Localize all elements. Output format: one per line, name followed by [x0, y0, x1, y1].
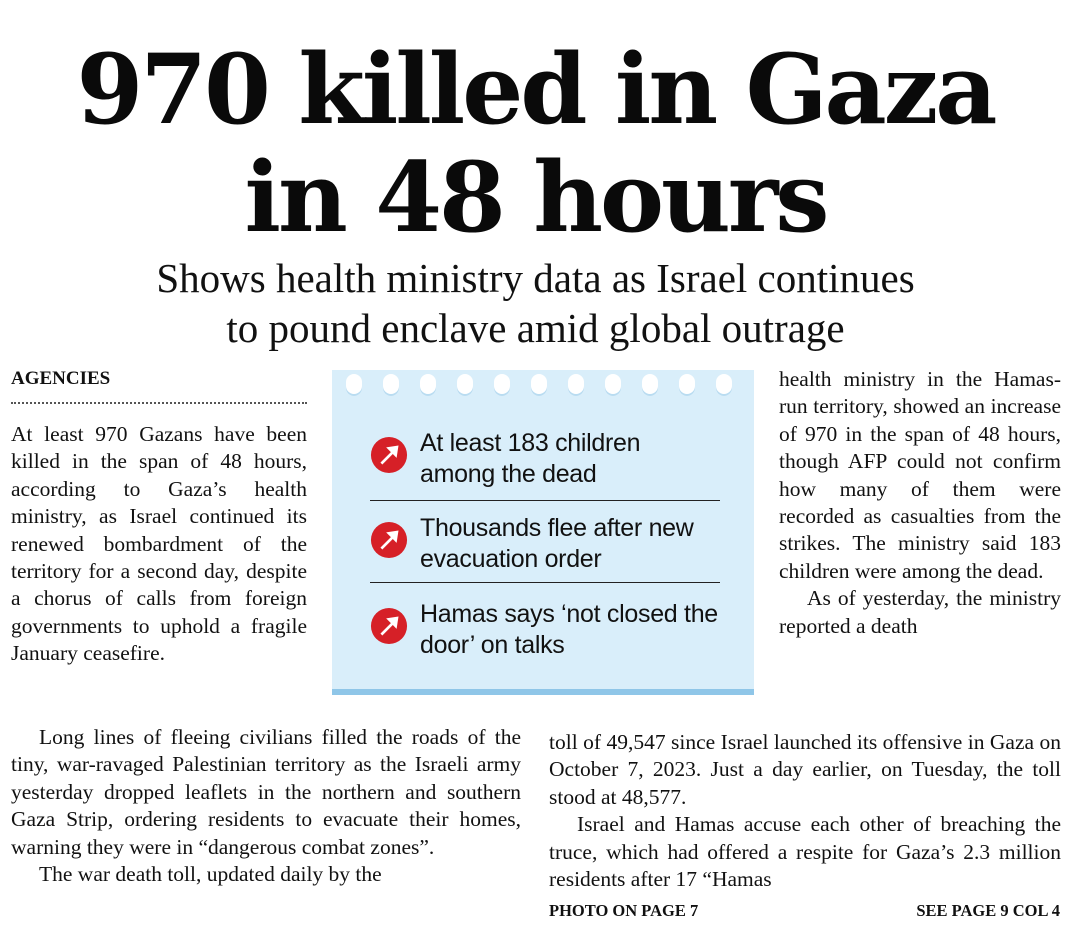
fact-item-text: At least 183 children among the dead — [420, 429, 641, 488]
byline: AGENCIES — [11, 368, 111, 389]
notepad-hole — [642, 374, 658, 396]
red-arrow-icon — [370, 436, 408, 474]
deck-line-2: to pound enclave amid global outrage — [226, 305, 845, 351]
deck-line-1: Shows health ministry data as Israel continues — [156, 255, 915, 301]
notepad-hole — [457, 374, 473, 396]
fact-separator — [370, 500, 720, 501]
red-arrow-icon — [370, 607, 408, 645]
notepad-hole — [716, 374, 732, 396]
notepad-hole — [531, 374, 547, 396]
notepad-hole — [346, 374, 362, 396]
article-column-4 — [549, 729, 1061, 893]
fact-separator — [370, 582, 720, 583]
article-paragraph: toll of 49,547 since Israel launched its offensive in Gaza on October 7, 2023. Just a day earlier, on Tuesday, the toll stood at 48,577. — [549, 730, 1061, 809]
photo-reference: PHOTO ON PAGE 7 — [549, 901, 699, 920]
article-paragraph: Long lines of fleeing civilians filled the roads of the tiny, war-ravaged Palestinian territory as the Israeli army yesterday dropped leaflets in the northern and southern Gaza Strip, ordering residents to evacuate their homes, warning they were in “dangerous combat zones”. — [11, 725, 521, 859]
notepad-hole — [605, 374, 621, 396]
byline-divider — [11, 402, 307, 404]
article-column-3 — [779, 366, 1061, 640]
article-paragraph: The war death toll, updated daily by the — [39, 862, 382, 887]
headline — [0, 33, 1071, 254]
notepad-hole — [383, 374, 399, 396]
notepad-hole — [494, 374, 510, 396]
article-paragraph: health ministry in the Hamas-run territory, showed an increase of 970 in the span of 48 hours, though AFP could not confirm how many of them were recorded as casualties from the strikes. The ministry said 183 children were among the dead. — [779, 367, 1061, 583]
article-column-2 — [11, 724, 521, 888]
article-paragraph: At least 970 Gazans have been killed in the span of 48 hours, according to Gaza’s health ministry, as Israel continued its renewed bombardment of the territory for a second day, despite a chorus of calls from foreign governments to uphold a fragile January ceasefire. — [11, 422, 307, 666]
fact-item-text: Thousands flee after new evacuation order — [420, 514, 694, 573]
red-arrow-icon — [370, 521, 408, 559]
fact-box — [332, 370, 754, 695]
notepad-hole — [679, 374, 695, 396]
headline-line-2: in 48 hours — [244, 141, 827, 254]
notepad-holes — [346, 374, 742, 400]
article-paragraph: As of yesterday, the ministry reported a death — [779, 586, 1061, 638]
jump-reference: SEE PAGE 9 COL 4 — [916, 901, 1060, 920]
notepad-hole — [568, 374, 584, 396]
fact-item-text: Hamas says ‘not closed the door’ on talks — [420, 600, 718, 659]
deck — [0, 253, 1071, 353]
article-column-1 — [11, 421, 307, 668]
article-paragraph: Israel and Hamas accuse each other of breaching the truce, which had offered a respite for Gaza’s 2.3 million residents after 17 “Hamas — [549, 812, 1061, 892]
headline-line-1: 970 killed in Gaza — [76, 33, 995, 146]
notepad-hole — [420, 374, 436, 396]
fact-box-bottom-rule — [332, 689, 754, 695]
